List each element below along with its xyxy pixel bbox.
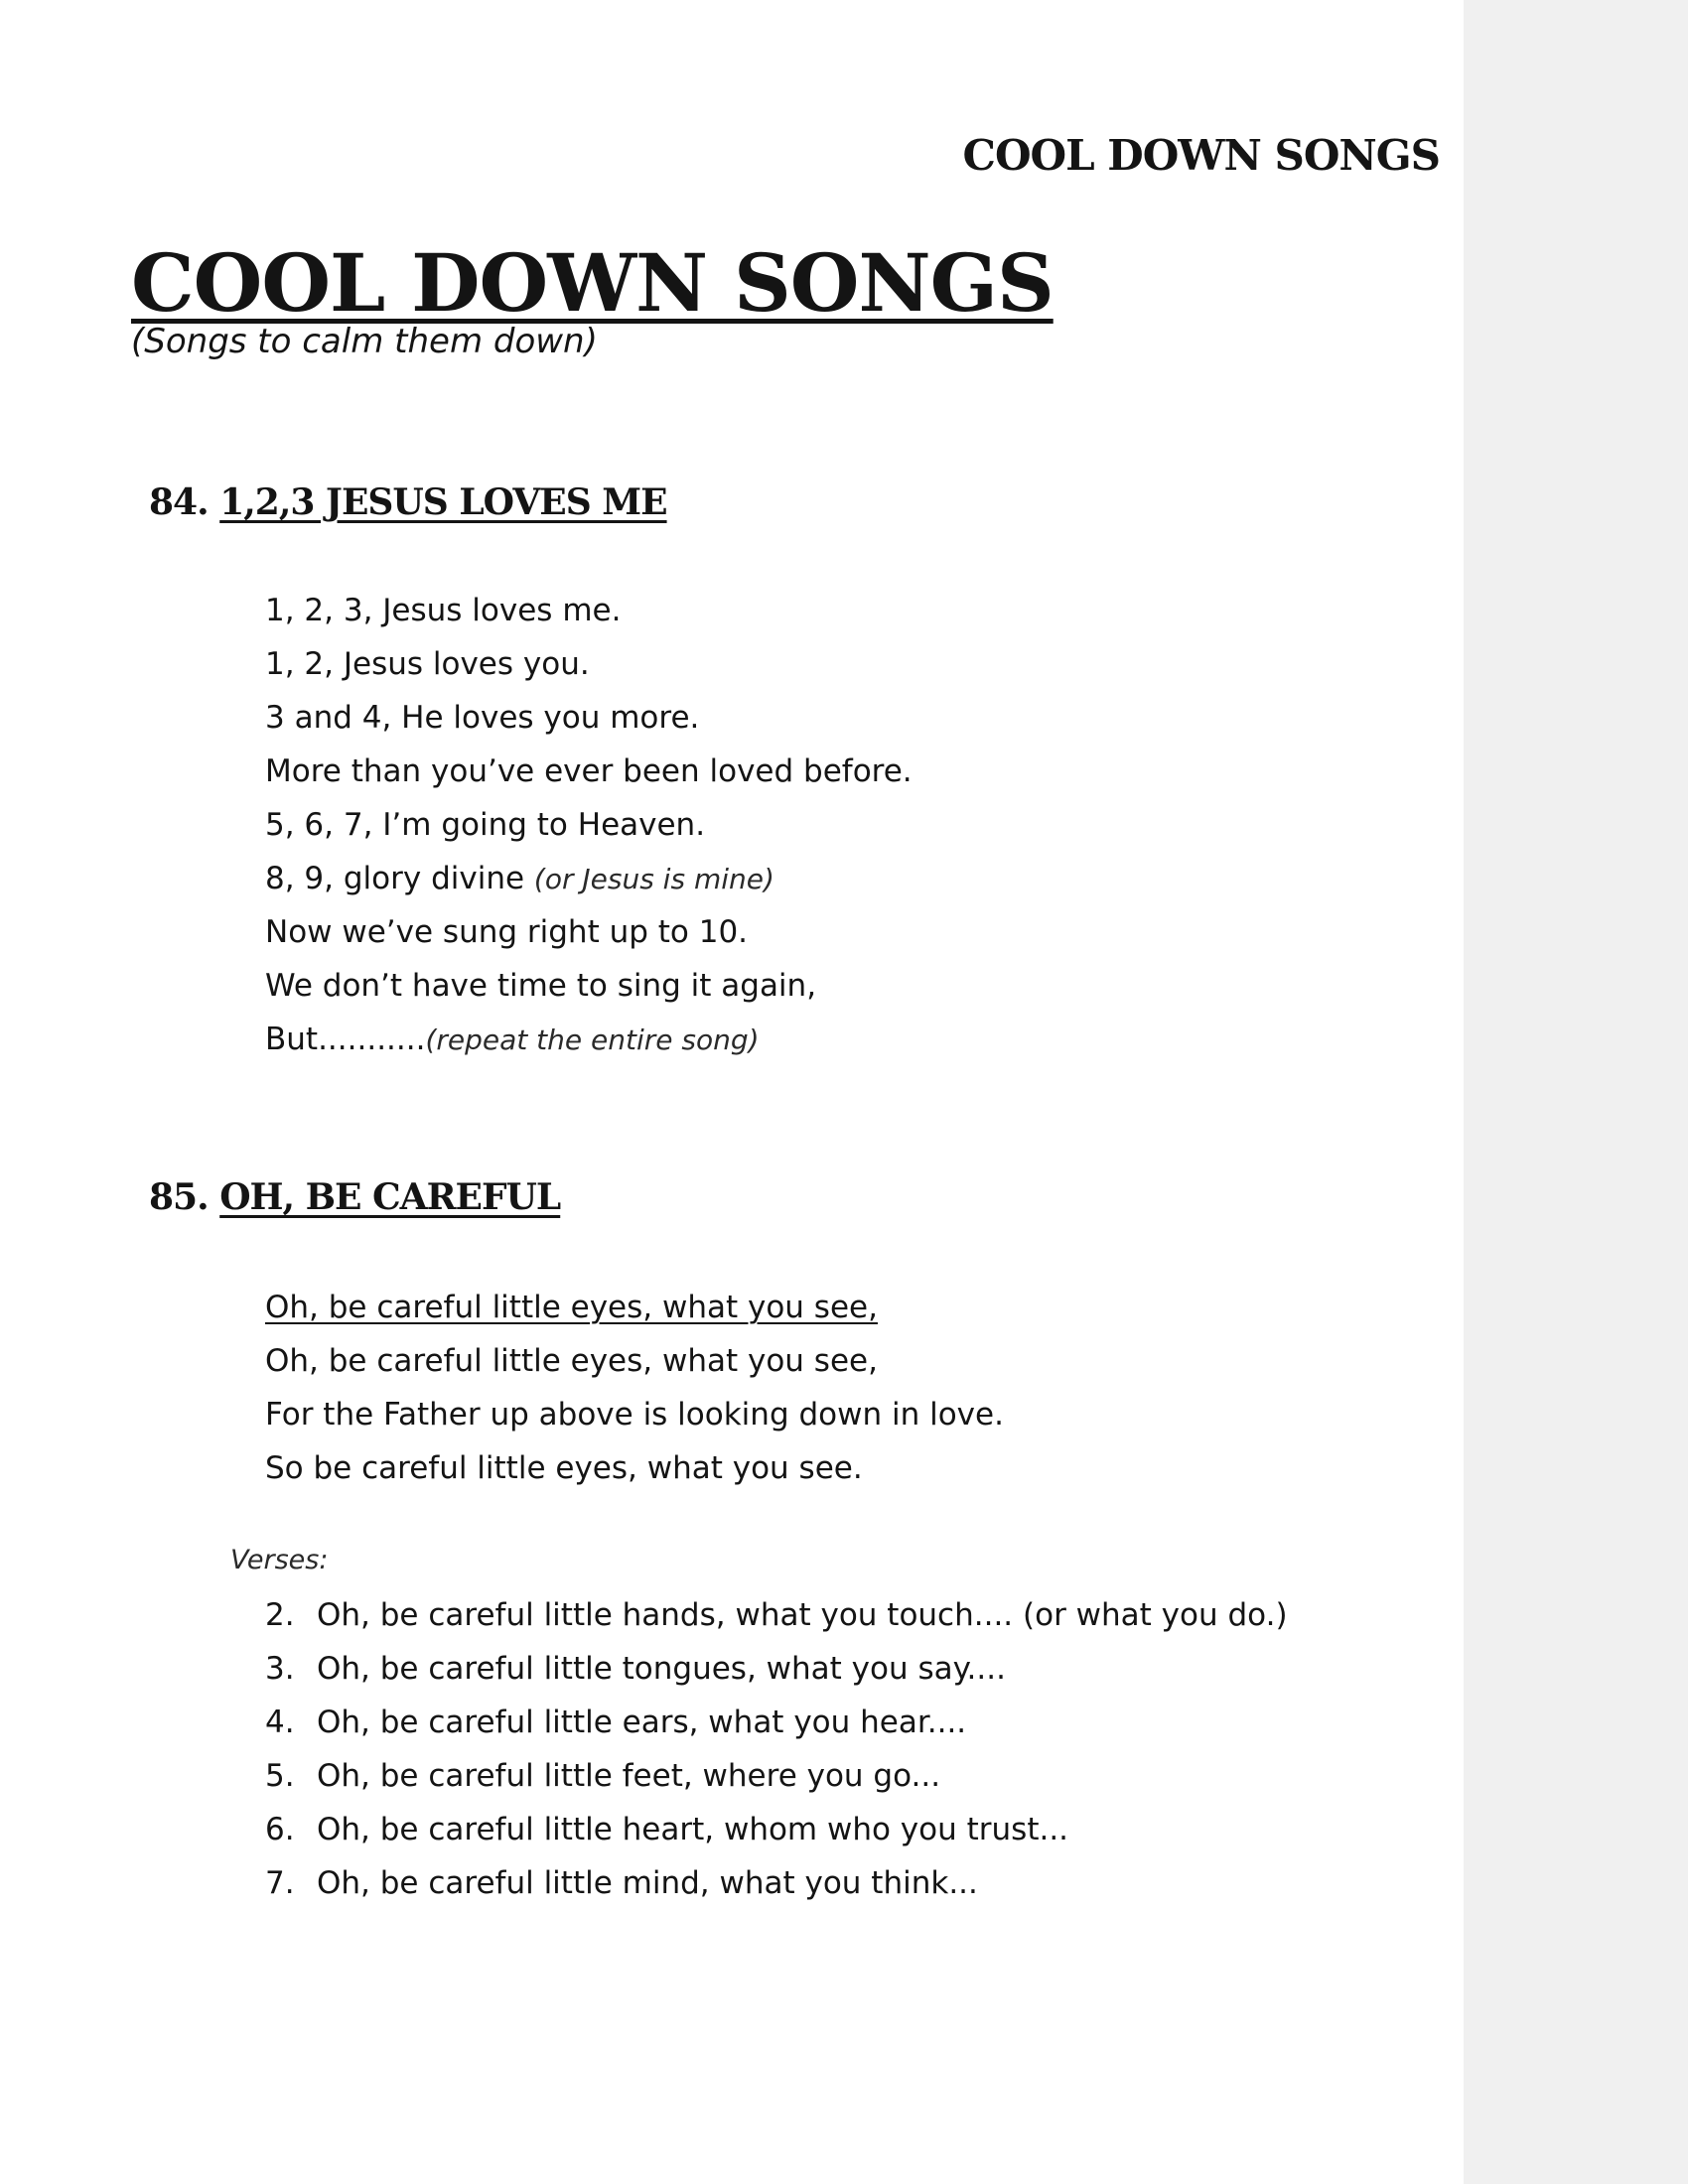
lyric-line: Oh, be careful little eyes, what you see, [265, 1343, 878, 1379]
lyric-line: Oh, be careful little eyes, what you see, [265, 1290, 878, 1325]
lyric-note: (repeat the entire song) [425, 1024, 760, 1056]
song-title: 1,2,3 JESUS LOVES ME [219, 481, 667, 523]
page-title: COOL DOWN SONGS [131, 236, 1054, 330]
lyric-line: So be careful little eyes, what you see. [265, 1450, 863, 1486]
running-header: COOL DOWN SONGS [962, 131, 1440, 180]
lyric-line: 5, 6, 7, I’m going to Heaven. [265, 807, 706, 843]
page-margin-band [1464, 0, 1688, 2184]
verse-item: 3. Oh, be careful little tongues, what you say.... [265, 1651, 1006, 1687]
verse-item: 4. Oh, be careful little ears, what you hear.... [265, 1705, 967, 1740]
lyric-line: Now we’ve sung right up to 10. [265, 914, 749, 950]
song-heading-84 [149, 480, 667, 524]
lyric-line: 3 and 4, He loves you more. [265, 700, 700, 736]
lyric-line: 1, 2, Jesus loves you. [265, 646, 590, 682]
verse-item: 7. Oh, be careful little mind, what you think... [265, 1865, 978, 1901]
song-number: 85. [149, 1176, 209, 1218]
lyric-note: (or Jesus is mine) [533, 863, 774, 895]
lyric-line: For the Father up above is looking down in love. [265, 1397, 1004, 1433]
verses-list [265, 1588, 1288, 1910]
song-85-lyrics [265, 1281, 1004, 1495]
lyric-line: We don’t have time to sing it again, [265, 968, 817, 1004]
lyric-line: But...........(repeat the entire song) [265, 1022, 760, 1057]
song-number: 84. [149, 481, 209, 523]
verses-label: Verses: [230, 1545, 329, 1575]
lyric-line: 1, 2, 3, Jesus loves me. [265, 593, 622, 628]
page-subtitle: (Songs to calm them down) [131, 322, 598, 361]
verse-item: 5. Oh, be careful little feet, where you go... [265, 1758, 941, 1794]
verse-item: 6. Oh, be careful little heart, whom who you trust... [265, 1812, 1069, 1847]
song-title: OH, BE CAREFUL [219, 1176, 561, 1218]
song-84-lyrics [265, 584, 913, 1066]
lyric-line: 8, 9, glory divine (or Jesus is mine) [265, 861, 774, 896]
song-heading-85 [149, 1175, 560, 1219]
verse-item: 2. Oh, be careful little hands, what you touch.... (or what you do.) [265, 1597, 1288, 1633]
lyric-line: More than you’ve ever been loved before. [265, 753, 913, 789]
